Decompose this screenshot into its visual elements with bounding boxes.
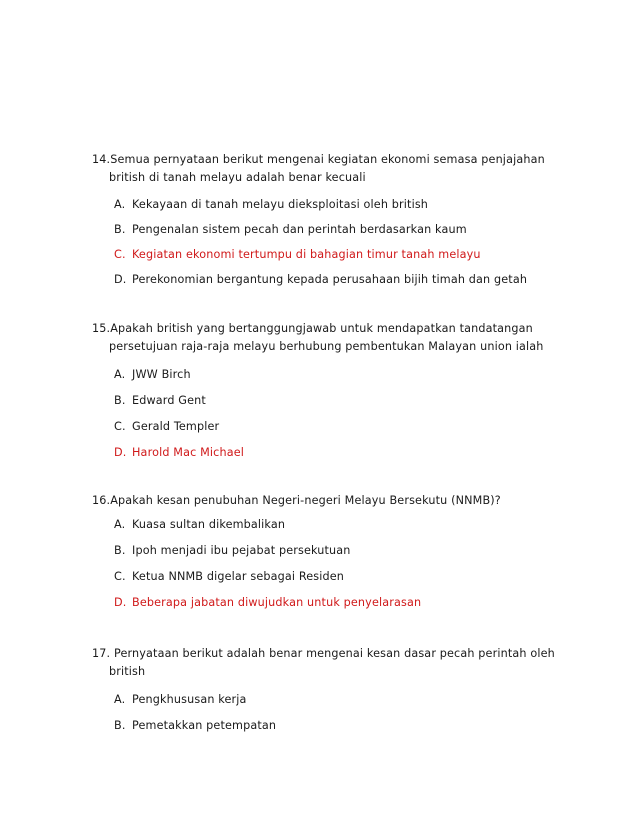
option-15-c[interactable] <box>114 420 582 434</box>
question-14 <box>92 151 582 287</box>
question-16-text-line1: Apakah kesan penubuhan Negeri-negeri Melayu Bersekutu (NNMB)? <box>110 494 501 507</box>
question-17-stem <box>92 645 582 663</box>
option-text: Pemetakkan petempatan <box>132 719 277 732</box>
question-15-text-line2: persetujuan raja-raja melayu berhubung pembentukan Malayan union ialah <box>109 340 544 353</box>
option-16-d-answer[interactable] <box>114 596 582 610</box>
option-15-b[interactable] <box>114 394 582 408</box>
option-letter: A. <box>114 368 126 381</box>
question-15-number: 15. <box>92 322 111 335</box>
option-text: Harold Mac Michael <box>132 446 244 459</box>
option-text: Kekayaan di tanah melayu dieksploitasi oleh british <box>132 198 429 211</box>
question-17 <box>92 645 582 733</box>
question-14-options <box>92 198 582 287</box>
option-15-a[interactable] <box>114 368 582 382</box>
question-15-options <box>92 368 582 460</box>
option-14-d[interactable] <box>114 273 582 287</box>
option-text: Perekonomian bergantung kepada perusahaan bijih timah dan getah <box>132 273 528 286</box>
option-14-c-answer[interactable] <box>114 248 582 262</box>
option-letter: A. <box>114 518 126 531</box>
question-15 <box>92 320 582 460</box>
option-14-b[interactable] <box>114 223 582 237</box>
question-17-text-line1: Pernyataan berikut adalah benar mengenai kesan dasar pecah perintah oleh <box>113 647 555 660</box>
option-text: Gerald Templer <box>132 420 220 433</box>
option-text: Ketua NNMB digelar sebagai Residen <box>132 570 345 583</box>
question-14-stem <box>92 151 582 169</box>
question-16-number: 16. <box>92 494 111 507</box>
option-15-d-answer[interactable] <box>114 446 582 460</box>
question-17-options <box>92 693 582 733</box>
option-letter: C. <box>114 420 126 433</box>
option-16-c[interactable] <box>114 570 582 584</box>
option-letter: D. <box>114 596 127 609</box>
question-14-text-line1: Semua pernyataan berikut mengenai kegiatan ekonomi semasa penjajahan <box>110 153 545 166</box>
question-14-text-line2: british di tanah melayu adalah benar kecuali <box>109 171 366 184</box>
question-16-options <box>92 518 582 610</box>
option-letter: C. <box>114 248 126 261</box>
option-letter: B. <box>114 719 126 732</box>
question-16-stem <box>92 492 582 510</box>
question-16 <box>92 492 582 610</box>
option-letter: A. <box>114 198 126 211</box>
option-text: Kegiatan ekonomi tertumpu di bahagian timur tanah melayu <box>132 248 481 261</box>
question-17-number: 17. <box>92 647 114 660</box>
option-text: Kuasa sultan dikembalikan <box>132 518 286 531</box>
option-16-a[interactable] <box>114 518 582 532</box>
option-letter: C. <box>114 570 126 583</box>
option-letter: D. <box>114 273 127 286</box>
option-letter: B. <box>114 394 126 407</box>
option-text: Pengenalan sistem pecah dan perintah berdasarkan kaum <box>132 223 467 236</box>
option-text: JWW Birch <box>132 368 191 381</box>
option-17-b[interactable] <box>114 719 582 733</box>
option-letter: B. <box>114 223 126 236</box>
question-14-number: 14. <box>92 153 111 166</box>
question-15-text-line1: Apakah british yang bertanggungjawab untuk mendapatkan tandatangan <box>110 322 533 335</box>
option-text: Ipoh menjadi ibu pejabat persekutuan <box>132 544 351 557</box>
option-letter: A. <box>114 693 126 706</box>
option-text: Edward Gent <box>132 394 206 407</box>
question-15-stem <box>92 320 582 338</box>
option-14-a[interactable] <box>114 198 582 212</box>
option-16-b[interactable] <box>114 544 582 558</box>
option-text: Pengkhususan kerja <box>132 693 247 706</box>
option-letter: D. <box>114 446 127 459</box>
option-17-a[interactable] <box>114 693 582 707</box>
option-text: Beberapa jabatan diwujudkan untuk penyelarasan <box>132 596 422 609</box>
option-letter: B. <box>114 544 126 557</box>
question-17-text-line2: british <box>109 665 146 678</box>
